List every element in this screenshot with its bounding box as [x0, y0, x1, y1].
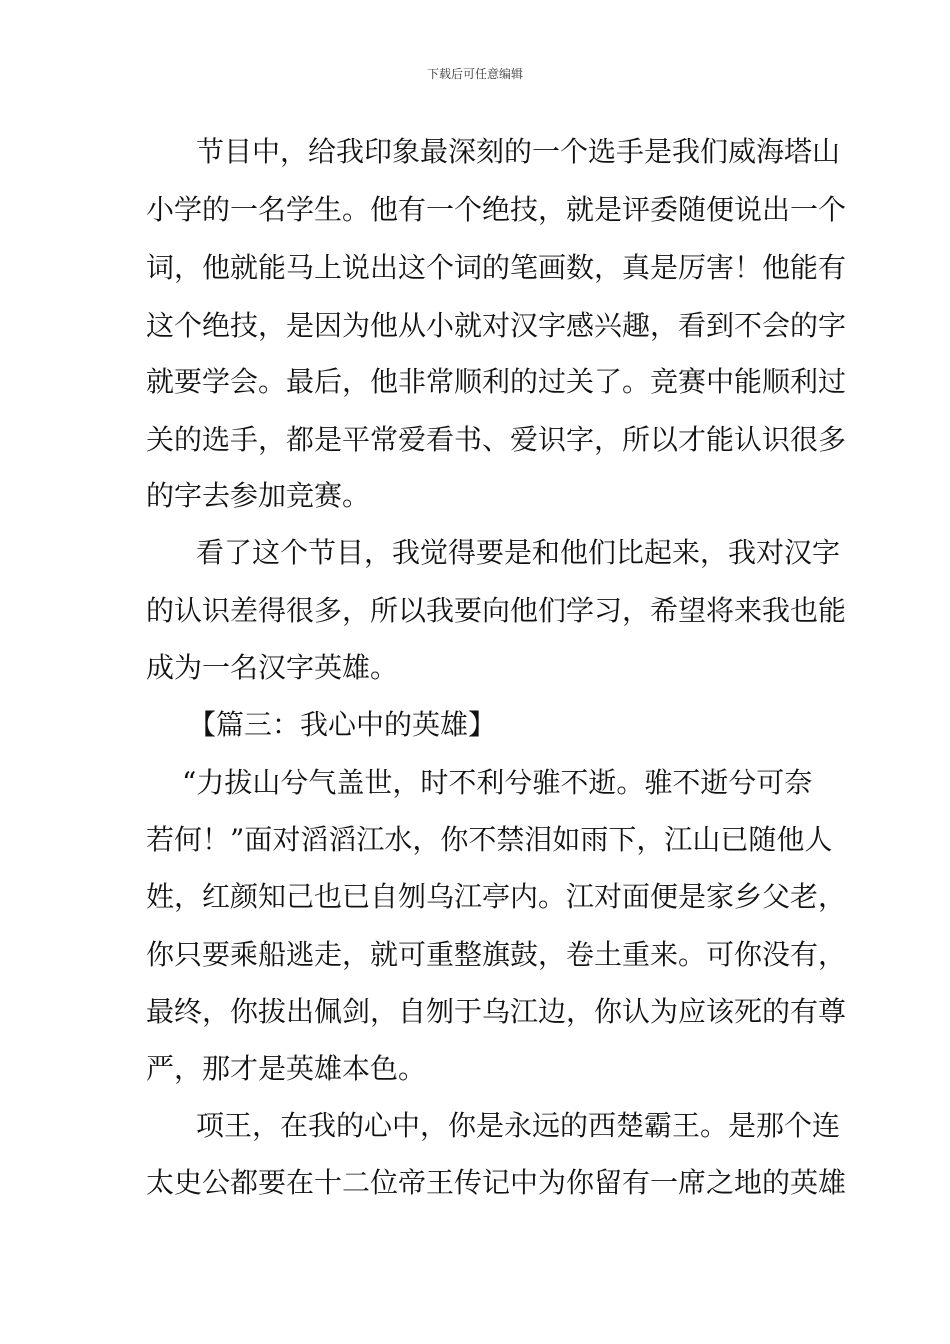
- paragraph-line: 项王，在我的心中，你是永远的西楚霸王。是那个连: [196, 1109, 841, 1142]
- paragraph-line: “力拔山兮气盖世，时不利兮骓不逝。骓不逝兮可奈: [182, 766, 813, 799]
- paragraph-line: 的认识差得很多，所以我要向他们学习，希望将来我也能: [146, 594, 847, 627]
- paragraph-line: 小学的一名学生。他有一个绝技，就是评委随便说出一个: [146, 193, 847, 226]
- paragraph-line: 最终，你拔出佩剑，自刎于乌江边，你认为应该死的有尊: [146, 995, 847, 1028]
- paragraph-line: 成为一名汉字英雄。: [146, 651, 399, 684]
- paragraph-line: 这个绝技，是因为他从小就对汉字感兴趣，看到不会的字: [146, 309, 847, 342]
- section-heading: 【篇三：我心中的英雄】: [188, 708, 497, 741]
- paragraph-line: 看了这个节目，我觉得要是和他们比起来，我对汉字: [196, 536, 841, 569]
- paragraph-line: 你只要乘船逃走，就可重整旗鼓，卷土重来。可你没有，: [146, 938, 847, 971]
- paragraph-line: 节目中，给我印象最深刻的一个选手是我们威海塔山: [196, 135, 841, 168]
- paragraph-line: 姓，红颜知己也已自刎乌江亭内。江对面便是家乡父老，: [146, 880, 847, 913]
- paragraph-line: 关的选手，都是平常爱看书、爱识字，所以才能认识很多: [146, 423, 847, 456]
- paragraph-line: 严，那才是英雄本色。: [146, 1052, 427, 1085]
- paragraph-line: 的字去参加竞赛。: [146, 479, 371, 512]
- page-header: 下载后可任意编辑: [426, 67, 523, 81]
- paragraph-line: 太史公都要在十二位帝王传记中为你留有一席之地的英雄: [146, 1166, 847, 1199]
- paragraph-line: 就要学会。最后，他非常顺利的过关了。竞赛中能顺利过: [146, 365, 847, 398]
- paragraph-line: 词，他就能马上说出这个词的笔画数，真是厉害！他能有: [146, 251, 847, 284]
- paragraph-line: 若何！”面对滔滔江水，你不禁泪如雨下，江山已随他人: [146, 823, 833, 856]
